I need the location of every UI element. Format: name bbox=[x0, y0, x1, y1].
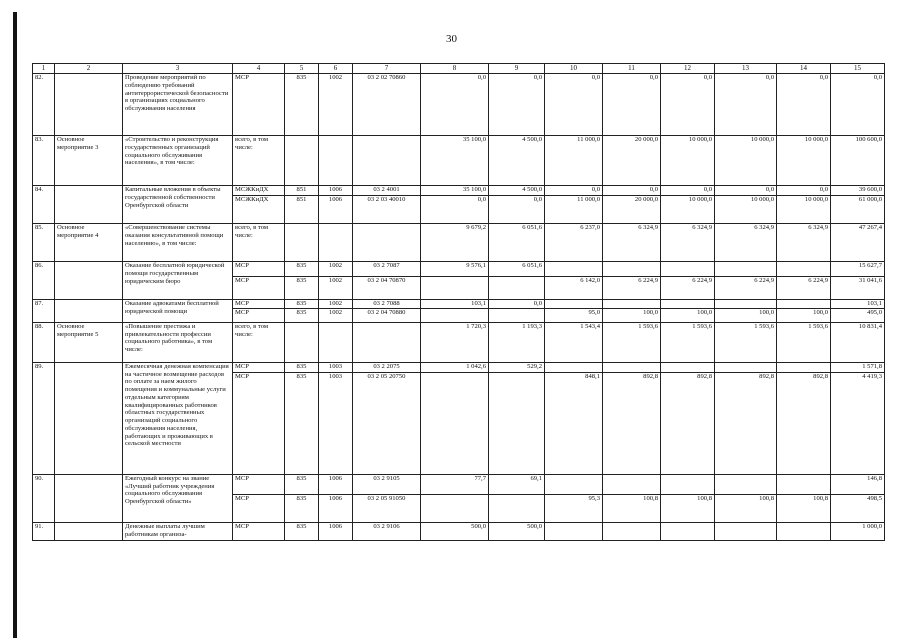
amount-cell: 100,0 bbox=[603, 308, 661, 322]
amount-cell: 10 831,4 bbox=[831, 322, 885, 362]
code-cell: 835 bbox=[285, 300, 319, 309]
executor-cell: МСР bbox=[233, 262, 285, 277]
code-cell: 835 bbox=[285, 277, 319, 300]
amount-cell: 0,0 bbox=[715, 186, 777, 196]
budget-table bbox=[32, 63, 885, 541]
code-cell: 1006 bbox=[319, 186, 353, 196]
description-cell: «Строительство и реконструкция государственных организаций социального обслуживания населения», в том числе: bbox=[123, 136, 233, 186]
amount-cell: 11 000,0 bbox=[545, 136, 603, 186]
description-cell: «Повышение престижа и привлекательности профессии социального работника», в том числе: bbox=[123, 322, 233, 362]
amount-cell: 11 000,0 bbox=[545, 196, 603, 224]
code-cell: 03 2 03 40010 bbox=[353, 196, 421, 224]
amount-cell: 100,0 bbox=[661, 308, 715, 322]
amount-cell: 0,0 bbox=[603, 186, 661, 196]
amount-cell: 20 000,0 bbox=[603, 196, 661, 224]
amount-cell bbox=[715, 262, 777, 277]
amount-cell: 95,3 bbox=[545, 494, 603, 522]
table-row bbox=[33, 136, 885, 186]
column-number-header: 12 bbox=[661, 64, 715, 74]
code-cell: 03 2 2075 bbox=[353, 362, 421, 372]
code-cell: 03 2 9106 bbox=[353, 522, 421, 540]
activity-group-cell bbox=[55, 300, 123, 323]
amount-cell bbox=[661, 522, 715, 540]
executor-cell: МСР bbox=[233, 362, 285, 372]
amount-cell: 6 224,9 bbox=[715, 277, 777, 300]
amount-cell: 31 041,6 bbox=[831, 277, 885, 300]
code-cell: 03 2 7088 bbox=[353, 300, 421, 309]
amount-cell: 0,0 bbox=[715, 74, 777, 136]
amount-cell: 892,8 bbox=[603, 372, 661, 474]
activity-group-cell bbox=[55, 262, 123, 300]
code-cell: 835 bbox=[285, 362, 319, 372]
amount-cell: 0,0 bbox=[603, 74, 661, 136]
amount-cell: 0,0 bbox=[777, 186, 831, 196]
activity-group-cell bbox=[55, 74, 123, 136]
executor-cell: всего, в том числе: bbox=[233, 322, 285, 362]
code-cell bbox=[319, 322, 353, 362]
executor-cell: МСР bbox=[233, 308, 285, 322]
code-cell: 851 bbox=[285, 196, 319, 224]
amount-cell bbox=[489, 372, 545, 474]
amount-cell: 146,8 bbox=[831, 474, 885, 494]
amount-cell: 10 000,0 bbox=[777, 136, 831, 186]
activity-group-cell: Основное мероприятие 5 bbox=[55, 322, 123, 362]
amount-cell: 61 000,0 bbox=[831, 196, 885, 224]
activity-group-cell bbox=[55, 362, 123, 474]
code-cell: 03 2 7087 bbox=[353, 262, 421, 277]
amount-cell: 529,2 bbox=[489, 362, 545, 372]
amount-cell: 1 593,6 bbox=[603, 322, 661, 362]
amount-cell bbox=[489, 494, 545, 522]
amount-cell: 39 600,0 bbox=[831, 186, 885, 196]
description-cell: Ежемесячная денежная компенсация на частичное возмещение расходов по оплате за наем жилого помещения и коммунальные услуги отдельным категориям квалифицированных работников областных государственных организаций социального обслуживания населения, работающих и проживающих в сельской местности bbox=[123, 362, 233, 474]
amount-cell: 69,1 bbox=[489, 474, 545, 494]
row-number: 85. bbox=[33, 224, 55, 262]
code-cell: 835 bbox=[285, 262, 319, 277]
amount-cell: 1 593,6 bbox=[661, 322, 715, 362]
code-cell bbox=[285, 136, 319, 186]
amount-cell bbox=[545, 522, 603, 540]
amount-cell: 0,0 bbox=[661, 74, 715, 136]
row-number: 86. bbox=[33, 262, 55, 300]
amount-cell: 95,0 bbox=[545, 308, 603, 322]
activity-group-cell: Основное мероприятие 4 bbox=[55, 224, 123, 262]
description-cell: Денежные выплаты лучшим работникам организа- bbox=[123, 522, 233, 540]
amount-cell: 6 237,0 bbox=[545, 224, 603, 262]
column-number-header: 5 bbox=[285, 64, 319, 74]
code-cell: 03 2 05 91050 bbox=[353, 494, 421, 522]
code-cell: 835 bbox=[285, 494, 319, 522]
amount-cell: 495,0 bbox=[831, 308, 885, 322]
amount-cell: 10 000,0 bbox=[661, 136, 715, 186]
column-number-header: 8 bbox=[421, 64, 489, 74]
amount-cell: 100,8 bbox=[661, 494, 715, 522]
column-number-header: 14 bbox=[777, 64, 831, 74]
table-row bbox=[33, 322, 885, 362]
code-cell: 835 bbox=[285, 474, 319, 494]
row-number: 82. bbox=[33, 74, 55, 136]
amount-cell: 0,0 bbox=[545, 186, 603, 196]
amount-cell: 4 419,3 bbox=[831, 372, 885, 474]
amount-cell: 103,1 bbox=[831, 300, 885, 309]
amount-cell: 100 600,0 bbox=[831, 136, 885, 186]
table-body bbox=[33, 64, 885, 541]
table-row bbox=[33, 74, 885, 136]
amount-cell: 0,0 bbox=[831, 74, 885, 136]
table-row bbox=[33, 300, 885, 309]
code-cell: 03 2 9105 bbox=[353, 474, 421, 494]
executor-cell: МСР bbox=[233, 74, 285, 136]
amount-cell: 4 500,0 bbox=[489, 186, 545, 196]
row-number: 84. bbox=[33, 186, 55, 224]
amount-cell bbox=[661, 300, 715, 309]
description-cell: Капитальные вложения в объекты государственной собственности Оренбургской области bbox=[123, 186, 233, 224]
activity-group-cell bbox=[55, 522, 123, 540]
amount-cell: 6 051,6 bbox=[489, 262, 545, 277]
column-number-header: 2 bbox=[55, 64, 123, 74]
amount-cell bbox=[603, 262, 661, 277]
amount-cell bbox=[421, 494, 489, 522]
column-number-header: 9 bbox=[489, 64, 545, 74]
amount-cell: 4 500,0 bbox=[489, 136, 545, 186]
amount-cell: 9 679,2 bbox=[421, 224, 489, 262]
amount-cell: 100,0 bbox=[777, 308, 831, 322]
amount-cell: 103,1 bbox=[421, 300, 489, 309]
column-number-header: 13 bbox=[715, 64, 777, 74]
amount-cell: 1 571,8 bbox=[831, 362, 885, 372]
table-row bbox=[33, 474, 885, 494]
amount-cell: 500,0 bbox=[421, 522, 489, 540]
amount-cell: 6 142,0 bbox=[545, 277, 603, 300]
row-number: 90. bbox=[33, 474, 55, 522]
activity-group-cell bbox=[55, 186, 123, 224]
code-cell: 1006 bbox=[319, 474, 353, 494]
description-cell: Ежегодный конкурс на звание «Лучший работник учреждения социального обслуживания Оренбургской области» bbox=[123, 474, 233, 522]
executor-cell: всего, в том числе: bbox=[233, 224, 285, 262]
amount-cell: 1 000,0 bbox=[831, 522, 885, 540]
code-cell bbox=[319, 136, 353, 186]
amount-cell: 35 100,0 bbox=[421, 136, 489, 186]
column-number-header: 6 bbox=[319, 64, 353, 74]
code-cell: 03 2 04 70870 bbox=[353, 277, 421, 300]
amount-cell: 0,0 bbox=[421, 74, 489, 136]
amount-cell: 77,7 bbox=[421, 474, 489, 494]
amount-cell bbox=[661, 362, 715, 372]
amount-cell: 10 000,0 bbox=[715, 136, 777, 186]
amount-cell bbox=[489, 308, 545, 322]
code-cell: 1002 bbox=[319, 308, 353, 322]
amount-cell bbox=[603, 522, 661, 540]
amount-cell: 6 324,9 bbox=[715, 224, 777, 262]
executor-cell: МСР bbox=[233, 277, 285, 300]
code-cell bbox=[285, 322, 319, 362]
code-cell: 1002 bbox=[319, 74, 353, 136]
table-row bbox=[33, 224, 885, 262]
code-cell: 835 bbox=[285, 308, 319, 322]
executor-cell: МСР bbox=[233, 494, 285, 522]
amount-cell: 1 042,6 bbox=[421, 362, 489, 372]
amount-cell bbox=[545, 362, 603, 372]
activity-group-cell bbox=[55, 474, 123, 522]
amount-cell: 498,5 bbox=[831, 494, 885, 522]
amount-cell: 10 000,0 bbox=[661, 196, 715, 224]
code-cell: 1006 bbox=[319, 494, 353, 522]
amount-cell: 6 224,9 bbox=[777, 277, 831, 300]
executor-cell: МСР bbox=[233, 372, 285, 474]
amount-cell: 47 267,4 bbox=[831, 224, 885, 262]
amount-cell bbox=[715, 522, 777, 540]
amount-cell: 9 576,1 bbox=[421, 262, 489, 277]
amount-cell: 6 324,9 bbox=[603, 224, 661, 262]
amount-cell: 892,8 bbox=[661, 372, 715, 474]
column-number-header: 1 bbox=[33, 64, 55, 74]
amount-cell: 0,0 bbox=[489, 300, 545, 309]
amount-cell bbox=[603, 474, 661, 494]
code-cell: 1002 bbox=[319, 262, 353, 277]
code-cell: 1006 bbox=[319, 522, 353, 540]
amount-cell: 10 000,0 bbox=[777, 196, 831, 224]
executor-cell: МСЖКиДХ bbox=[233, 186, 285, 196]
amount-cell bbox=[421, 308, 489, 322]
amount-cell: 0,0 bbox=[777, 74, 831, 136]
row-number: 91. bbox=[33, 522, 55, 540]
column-number-header: 4 bbox=[233, 64, 285, 74]
amount-cell: 1 193,3 bbox=[489, 322, 545, 362]
table-row bbox=[33, 262, 885, 277]
amount-cell: 1 543,4 bbox=[545, 322, 603, 362]
row-number: 88. bbox=[33, 322, 55, 362]
amount-cell: 0,0 bbox=[489, 196, 545, 224]
amount-cell bbox=[545, 300, 603, 309]
code-cell bbox=[319, 224, 353, 262]
amount-cell bbox=[777, 262, 831, 277]
amount-cell: 848,1 bbox=[545, 372, 603, 474]
amount-cell bbox=[661, 262, 715, 277]
description-cell: «Совершенствование системы оказания консультативной помощи населению», в том числе: bbox=[123, 224, 233, 262]
amount-cell: 10 000,0 bbox=[715, 196, 777, 224]
amount-cell: 0,0 bbox=[421, 196, 489, 224]
amount-cell bbox=[545, 262, 603, 277]
code-cell bbox=[285, 224, 319, 262]
amount-cell: 0,0 bbox=[661, 186, 715, 196]
amount-cell: 35 100,0 bbox=[421, 186, 489, 196]
amount-cell: 0,0 bbox=[489, 74, 545, 136]
row-number: 89. bbox=[33, 362, 55, 474]
code-cell: 1006 bbox=[319, 196, 353, 224]
amount-cell: 6 324,9 bbox=[777, 224, 831, 262]
amount-cell bbox=[777, 474, 831, 494]
amount-cell: 100,8 bbox=[777, 494, 831, 522]
header-row bbox=[33, 64, 885, 74]
code-cell bbox=[353, 136, 421, 186]
amount-cell: 1 593,6 bbox=[777, 322, 831, 362]
amount-cell: 1 720,3 bbox=[421, 322, 489, 362]
code-cell: 03 2 4001 bbox=[353, 186, 421, 196]
amount-cell: 892,8 bbox=[715, 372, 777, 474]
column-number-header: 11 bbox=[603, 64, 661, 74]
binding-edge-bar bbox=[13, 12, 17, 638]
table-row bbox=[33, 186, 885, 196]
column-number-header: 3 bbox=[123, 64, 233, 74]
amount-cell: 6 224,9 bbox=[661, 277, 715, 300]
executor-cell: МСЖКиДХ bbox=[233, 196, 285, 224]
code-cell: 1002 bbox=[319, 277, 353, 300]
amount-cell: 20 000,0 bbox=[603, 136, 661, 186]
amount-cell: 100,0 bbox=[715, 308, 777, 322]
code-cell: 1003 bbox=[319, 372, 353, 474]
amount-cell bbox=[421, 277, 489, 300]
amount-cell: 100,8 bbox=[715, 494, 777, 522]
amount-cell: 15 627,7 bbox=[831, 262, 885, 277]
code-cell bbox=[353, 322, 421, 362]
code-cell: 03 2 02 70860 bbox=[353, 74, 421, 136]
row-number: 83. bbox=[33, 136, 55, 186]
page-number: 30 bbox=[446, 33, 457, 45]
amount-cell: 0,0 bbox=[545, 74, 603, 136]
code-cell bbox=[353, 224, 421, 262]
code-cell: 851 bbox=[285, 186, 319, 196]
amount-cell bbox=[777, 362, 831, 372]
code-cell: 1003 bbox=[319, 362, 353, 372]
executor-cell: МСР bbox=[233, 474, 285, 494]
amount-cell bbox=[715, 474, 777, 494]
amount-cell: 6 224,9 bbox=[603, 277, 661, 300]
executor-cell: всего, в том числе: bbox=[233, 136, 285, 186]
amount-cell: 6 324,9 bbox=[661, 224, 715, 262]
amount-cell: 6 051,6 bbox=[489, 224, 545, 262]
amount-cell bbox=[661, 474, 715, 494]
amount-cell: 1 593,6 bbox=[715, 322, 777, 362]
row-number: 87. bbox=[33, 300, 55, 323]
code-cell: 03 2 04 70880 bbox=[353, 308, 421, 322]
amount-cell bbox=[715, 300, 777, 309]
amount-cell bbox=[489, 277, 545, 300]
code-cell: 835 bbox=[285, 74, 319, 136]
code-cell: 835 bbox=[285, 522, 319, 540]
amount-cell bbox=[421, 372, 489, 474]
column-number-header: 15 bbox=[831, 64, 885, 74]
executor-cell: МСР bbox=[233, 300, 285, 309]
table-row bbox=[33, 522, 885, 540]
amount-cell: 500,0 bbox=[489, 522, 545, 540]
description-cell: Проведение мероприятий по соблюдению требований антитеррористической безопасности в организациях социального обслуживания населения bbox=[123, 74, 233, 136]
code-cell: 03 2 05 20750 bbox=[353, 372, 421, 474]
amount-cell bbox=[603, 300, 661, 309]
description-cell: Оказание адвокатами бесплатной юридической помощи bbox=[123, 300, 233, 323]
column-number-header: 10 bbox=[545, 64, 603, 74]
amount-cell bbox=[545, 474, 603, 494]
executor-cell: МСР bbox=[233, 522, 285, 540]
activity-group-cell: Основное мероприятие 3 bbox=[55, 136, 123, 186]
table-row bbox=[33, 362, 885, 372]
column-number-header: 7 bbox=[353, 64, 421, 74]
amount-cell bbox=[777, 522, 831, 540]
description-cell: Оказание бесплатной юридической помощи государственным юридическим бюро bbox=[123, 262, 233, 300]
amount-cell bbox=[777, 300, 831, 309]
code-cell: 835 bbox=[285, 372, 319, 474]
amount-cell bbox=[715, 362, 777, 372]
amount-cell: 100,8 bbox=[603, 494, 661, 522]
amount-cell: 892,8 bbox=[777, 372, 831, 474]
code-cell: 1002 bbox=[319, 300, 353, 309]
amount-cell bbox=[603, 362, 661, 372]
